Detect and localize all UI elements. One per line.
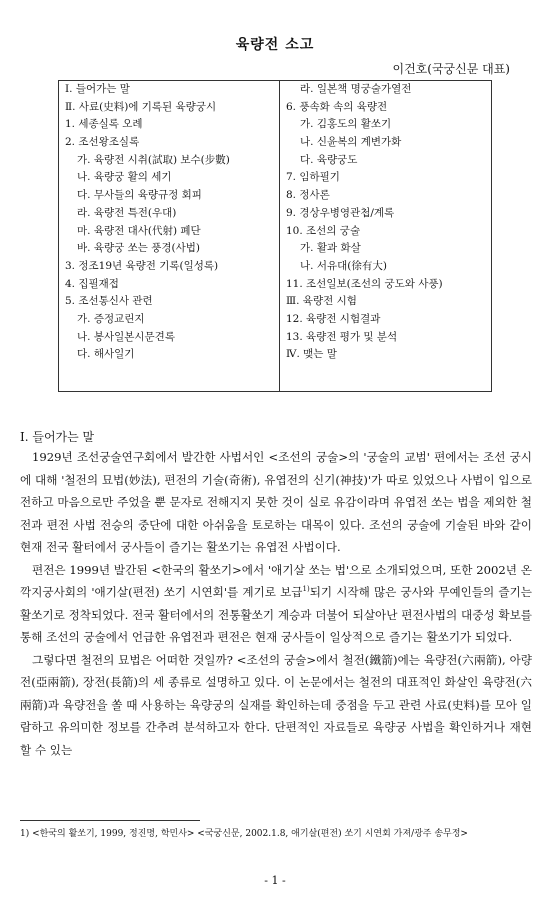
toc-left-column (59, 81, 279, 364)
paragraph (20, 559, 532, 649)
toc-item: 가. 육량전 시취(試取) 보수(步數) (77, 153, 230, 166)
toc-item: 6. 풍속화 속의 육량전 (286, 100, 388, 113)
toc-item: 가. 증정교린지 (77, 312, 145, 325)
toc-item: Ⅱ. 사료(史料)에 기록된 육량궁시 (65, 100, 217, 113)
toc-item: 나. 육량궁 활의 세기 (77, 171, 172, 184)
toc-item: 1. 세종실록 오례 (65, 118, 143, 131)
section-heading: Ⅰ. 들어가는 말 (20, 430, 95, 444)
paragraph (20, 446, 532, 559)
toc-item: Ⅰ. 들어가는 말 (65, 83, 130, 95)
toc-item: 다. 육량궁도 (300, 153, 358, 166)
toc-item: 라. 육량전 특전(우대) (77, 206, 177, 219)
toc-item: 12. 육량전 시험결과 (286, 312, 381, 325)
toc-item: 7. 임하필기 (286, 171, 340, 184)
toc-item: 가. 김홍도의 활쏘기 (300, 118, 392, 131)
toc-item: 다. 무사들의 육량규정 회피 (77, 189, 202, 202)
toc-item: 라. 일본책 명궁술가열전 (300, 83, 412, 95)
toc-item: 4. 집필재접 (65, 277, 119, 290)
page-number: - 1 - (264, 874, 286, 887)
toc-item: 13. 육량전 평가 및 분석 (286, 330, 398, 343)
toc-item: 마. 육량전 대사(代射) 폐단 (77, 224, 201, 237)
toc-item: 3. 정조19년 육량전 기록(일성록) (65, 259, 219, 272)
toc-item: 나. 서유대(徐有大) (300, 259, 387, 272)
toc-item: 나. 신윤복의 계변가화 (300, 136, 402, 149)
toc-item: 바. 육량궁 쏘는 풍경(사법) (77, 242, 200, 255)
toc-item: 9. 경상우병영관첩/계록 (286, 206, 395, 219)
paragraph (20, 649, 532, 762)
toc-item: 5. 조선통신사 관련 (65, 295, 153, 308)
footnote: 1) <한국의 활쏘기, 1999, 정진명, 학민사> <국궁신문, 2002.1.8, 애기살(편전) 쏘기 시연회 가져/광주 송무정> (20, 829, 468, 839)
toc-item: Ⅲ. 육량전 시험 (286, 295, 357, 308)
paragraph-text: 그렇다면 철전의 묘법은 어떠한 것일까? <조선의 궁술>에서 철전(鐵箭)에는 육량전(六兩箭), 아량전(亞兩箭), 장전(長箭)의 세 종류로 설명하고 있다. 이 논문에서는 철전의 대표적인 화살인 육량전(六兩箭)과 육량전을 쏠 때 사용하는 육량궁의 실재를 확인하는데 중점을 두고 관련 사료(史料)를 모아 일람하고 유의미한 정보를 간추려 분석하고자 한다. 단편적인 자료들로 육량궁 사법을 확인하거나 재현할 수 있는 (20, 652, 532, 757)
toc-item: Ⅳ. 맺는 말 (286, 348, 337, 361)
footnote-marker: 1) (302, 585, 310, 594)
table-of-contents (58, 80, 492, 392)
toc-right-column (280, 81, 492, 364)
body-text (20, 446, 532, 761)
toc-item: 2. 조선왕조실록 (65, 136, 140, 149)
toc-item: 다. 해사일기 (77, 348, 135, 361)
toc-item: 나. 봉사일본시문견록 (77, 330, 175, 343)
toc-item: 8. 정사론 (286, 189, 330, 202)
toc-item: 10. 조선의 궁술 (286, 224, 361, 237)
author-line: 이건호(국궁신문 대표) (392, 62, 510, 76)
toc-item: 11. 조선일보(조선의 궁도와 사풍) (286, 277, 443, 290)
toc-item: 가. 활과 화살 (300, 242, 361, 255)
paragraph-text: 1929년 조선궁술연구회에서 발간한 사법서인 <조선의 궁술>의 '궁술의 교범' 편에서는 조선 궁시에 대해 '철전의 묘법(妙法), 편전의 기술(奇術), 유엽전의 신기(神技)'가 따로 있었으나 사법이 입으로 전하고 마음으로만 주었을 뿐 문자로 전해지지 못한 것이 실로 유감이라며 유엽전 쏘는 법을 제외한 철전과 편전 사법 전승의 중단에 대한 아쉬움을 토로하는 대목이 있다. 조선의 궁술에 기술된 바와 같이 현재 전국 활터에서 궁사들이 즐기는 활쏘기는 유엽전 사법이다. (20, 450, 532, 554)
paper-title: 육량전 소고 (235, 37, 315, 53)
paragraph-text: 편전은 1999년 발간된 <한국의 활쏘기>에서 '애기살 쏘는 법'으로 소개되었으며, 또한 2002년 온깍지궁사회의 '애기살(편전) 쏘기 시연회'를 계기로 보급 (20, 562, 532, 599)
footnote-rule (20, 820, 200, 821)
paragraph-text: 되기 시작해 많은 궁사와 무예인들의 즐기는 활쏘기로 정착되었다. 전국 활터에서의 전통활쏘기 계승과 더불어 되살아난 편전사법의 대중성 확보를 통해 조선의 궁술에서 언급한 유엽전과 편전은 현재 궁사들이 일상적으로 즐기는 활쏘기가 되었다. (20, 585, 532, 644)
